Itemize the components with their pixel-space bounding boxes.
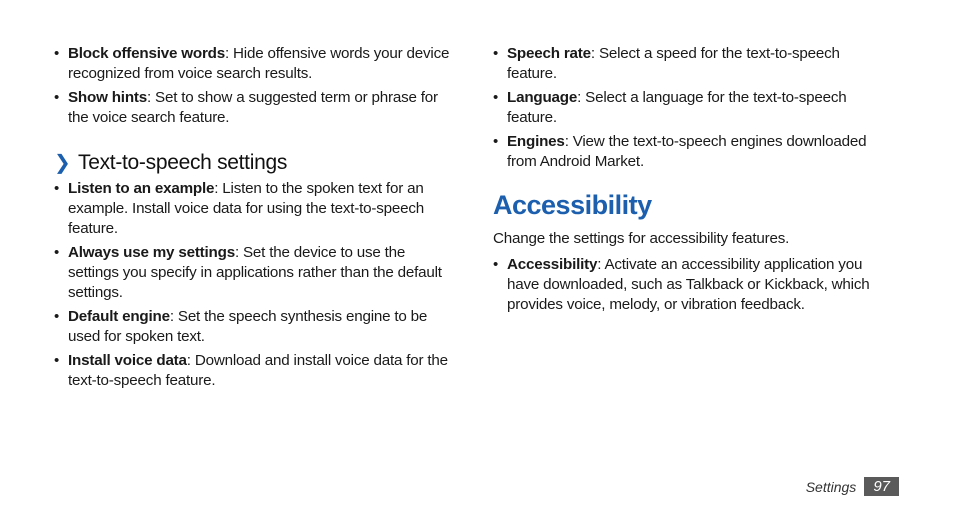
- item-desc: : Set to show a suggested term or phrase for the voice search feature.: [68, 89, 438, 126]
- item-term: Language: [507, 89, 578, 106]
- item-desc: : Listen to the spoken text for an example. Install voice data for using the text-to-speech feature.: [68, 180, 425, 237]
- speech-options-list: [493, 44, 893, 172]
- list-item-install-voice-data: [54, 351, 454, 391]
- item-desc: : Activate an accessibility application you have downloaded, such as Talkback or Kickback, which provides voice, melody, or vibration feedback.: [507, 256, 870, 313]
- item-desc: : Select a language for the text-to-speech feature.: [507, 89, 847, 126]
- item-term: Install voice data: [68, 352, 187, 369]
- list-item-always-use-settings: [54, 243, 454, 303]
- left-column: [54, 44, 454, 395]
- item-term: Always use my settings: [68, 244, 235, 261]
- item-desc: : Download and install voice data for the text-to-speech feature.: [68, 352, 448, 389]
- page-number-badge: 97: [864, 477, 899, 496]
- item-desc: : Hide offensive words your device recognized from voice search results.: [68, 45, 450, 82]
- accessibility-title: Accessibility: [493, 190, 652, 220]
- page-footer: [806, 477, 899, 496]
- list-item-engines: [493, 132, 893, 172]
- section-title: Text-to-speech settings: [78, 150, 288, 174]
- item-term: Accessibility: [507, 256, 598, 273]
- list-item-default-engine: [54, 307, 454, 347]
- item-term: Block offensive words: [68, 45, 225, 62]
- list-item-block-offensive-words: [54, 44, 454, 84]
- item-term: Engines: [507, 133, 565, 150]
- item-term: Show hints: [68, 89, 147, 106]
- list-item-accessibility: [493, 255, 893, 315]
- item-desc: : Select a speed for the text-to-speech feature.: [507, 45, 840, 82]
- voice-search-list: [54, 44, 454, 128]
- item-desc: : Set the device to use the settings you specify in applications rather than the default settings.: [68, 244, 442, 301]
- text-to-speech-list: [54, 179, 454, 391]
- list-item-show-hints: [54, 88, 454, 128]
- list-item-language: [493, 88, 893, 128]
- footer-section-label: Settings: [805, 478, 857, 495]
- list-item-listen-example: [54, 179, 454, 239]
- chevron-right-icon: ❯: [54, 152, 71, 174]
- right-column: [493, 44, 893, 319]
- item-term: Speech rate: [507, 45, 591, 62]
- accessibility-intro: Change the settings for accessibility features.: [493, 230, 790, 247]
- list-item-speech-rate: [493, 44, 893, 84]
- item-term: Listen to an example: [68, 180, 215, 197]
- accessibility-list: [493, 255, 893, 315]
- item-term: Default engine: [68, 308, 170, 325]
- item-desc: : View the text-to-speech engines downloaded from Android Market.: [507, 133, 867, 170]
- section-heading-text-to-speech: [54, 150, 454, 175]
- item-desc: : Set the speech synthesis engine to be used for spoken text.: [68, 308, 428, 345]
